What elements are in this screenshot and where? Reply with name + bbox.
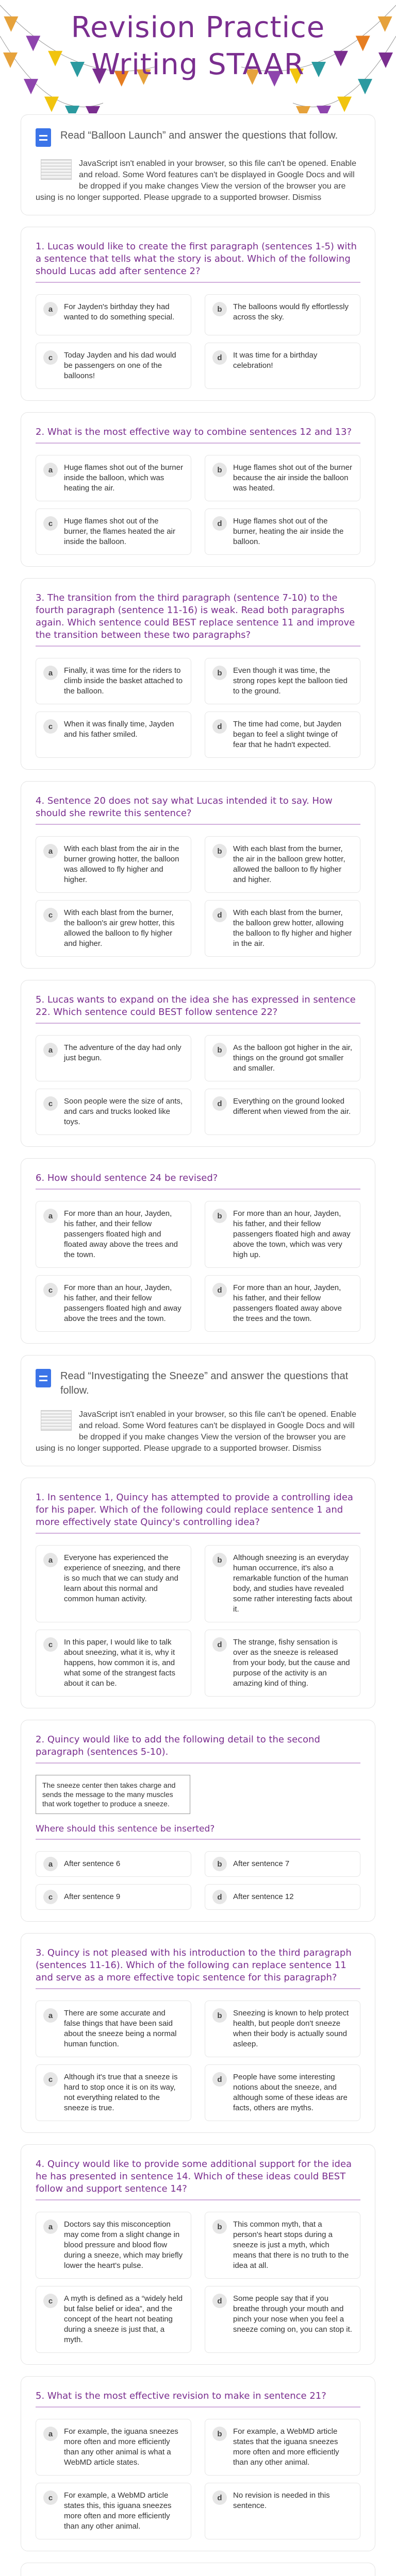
answer-option[interactable]	[36, 509, 191, 555]
page-title-line-2: Writing STAAR	[91, 48, 305, 81]
option-letter: d	[212, 516, 227, 531]
option-text: Some people say that if you breathe through your mouth and pinch your nose when you feel a sneeze coming on, you can stop it.	[233, 2294, 352, 2334]
answer-options	[36, 2212, 360, 2353]
answer-option[interactable]	[36, 2419, 191, 2476]
answer-options	[36, 2001, 360, 2121]
option-text: People have some interesting notions about the sneeze, and although some of these ideas are facts, others are myths.	[233, 2073, 348, 2112]
answer-option[interactable]	[205, 2483, 360, 2539]
option-text: For example, a WebMD article states that the iguana sneezes more often and more efficiently than any other animal.	[233, 2427, 339, 2467]
answer-option[interactable]	[36, 1201, 191, 1268]
answer-options	[36, 1545, 360, 1697]
option-text: The strange, fishy sensation is over as the sneeze is released from your body, but the cause and purpose of the activity is an amazing kind of thing.	[233, 1638, 350, 1688]
option-text: No revision is needed in this sentence.	[233, 2491, 330, 2510]
option-text: For more than an hour, Jayden, his father, and their fellow passengers floated high and away above the trees and the town.	[64, 1283, 182, 1323]
option-text: There are some accurate and false things that have been said about the sneeze being a normal human function.	[64, 2009, 177, 2048]
question-title: 1. In sentence 1, Quincy has attempted to provide a controlling idea for his paper. Which of the following could replace sentence 1 and more effectively state Quincy's controlling idea?	[36, 1492, 360, 1534]
option-letter: b	[212, 2219, 227, 2234]
answer-option[interactable]	[36, 1035, 191, 1081]
option-text: For more than an hour, Jayden, his father, and their fellow passengers floated away above the trees and the town.	[233, 1283, 342, 1323]
option-letter: b	[212, 1209, 227, 1223]
answer-option[interactable]	[205, 2001, 360, 2057]
question-subtitle: Where should this sentence be inserted?	[36, 1823, 360, 1840]
option-text: In this paper, I would like to talk about sneezing, what it is, why it happens, how common it is, and what some of the strangest facts about it can be.	[64, 1638, 175, 1688]
answer-option[interactable]	[36, 1275, 191, 1332]
answer-options	[36, 836, 360, 957]
option-letter: a	[43, 463, 58, 477]
option-text: The time had come, but Jayden began to feel a slight twinge of fear that he hadn't expected.	[233, 720, 342, 749]
passage-title: Read “Balloon Launch” and answer the questions that follow.	[60, 130, 338, 141]
broken-image-icon	[41, 159, 72, 180]
option-letter: b	[212, 844, 227, 858]
option-letter: a	[43, 2008, 58, 2023]
answer-options	[36, 294, 360, 389]
option-text: For example, the iguana sneezes more often and more efficiently than any other animal is what a WebMD article states.	[64, 2427, 178, 2467]
passage-embed-message: JavaScript isn't enabled in your browser, so this file can't be opened. Enable and reload. Some Word features can't be displayed in Google Docs and will be dropped if you make changes View the version of the browser you are using is no longer supported. Please upgrade to a supported browser. Dismiss	[36, 159, 356, 202]
answer-option[interactable]	[205, 658, 360, 704]
document-icon	[36, 128, 51, 147]
option-text: Everyone has experienced the experience of sneezing, and there is so much that we can study and learn about this normal and common human activity.	[64, 1553, 180, 1603]
option-text: Finally, it was time for the riders to climb inside the basket attached to the balloon.	[64, 666, 183, 696]
answer-option[interactable]	[36, 711, 191, 758]
option-letter: a	[43, 2219, 58, 2234]
question-card	[21, 578, 375, 770]
option-text: For more than an hour, Jayden, his father, and their fellow passengers floated high and floated away above the trees and the town.	[64, 1209, 178, 1259]
option-text: For Jayden's birthday they had wanted to do something special.	[64, 302, 175, 321]
passage-card-investigating-sneeze	[21, 1355, 375, 1466]
option-letter: c	[43, 1096, 58, 1111]
option-text: For more than an hour, Jayden, his father, and their fellow passengers floated high and away above the town, which was very high up.	[233, 1209, 351, 1259]
passage-embed-message: JavaScript isn't enabled in your browser, so this file can't be opened. Enable and reload. Some Word features can't be displayed in Google Docs and will be dropped if you make changes View the version of the browser you are using is no longer supported. Please upgrade to a supported browser. Dismiss	[36, 1410, 356, 1453]
option-letter: a	[43, 1857, 58, 1871]
answer-option[interactable]	[205, 711, 360, 758]
option-letter: d	[212, 350, 227, 365]
answer-option[interactable]	[205, 2286, 360, 2353]
option-text: Huge flames shot out of the burner inside the balloon, which was heating the air.	[64, 463, 183, 493]
option-text: The balloons would fly effortlessly across the sky.	[233, 302, 349, 321]
option-text: This common myth, that a person's heart stops during a sneeze is just a myth, which means that there is no truth to the idea at all.	[233, 2220, 349, 2270]
answer-option[interactable]	[36, 2001, 191, 2057]
option-text: For example, a WebMD article states this, this iguana sneezes more often and more efficiently than any other animal.	[64, 2491, 172, 2531]
question-title: 5. What is the most effective revision to make in sentence 21?	[36, 2390, 360, 2408]
option-text: The adventure of the day had only just begun.	[64, 1043, 182, 1062]
answer-option[interactable]	[205, 900, 360, 957]
option-text: When it was finally time, Jayden and his father smiled.	[64, 720, 174, 739]
question-group-sneeze-a	[21, 1478, 375, 1708]
option-letter: c	[43, 350, 58, 365]
answer-option[interactable]	[36, 1545, 191, 1622]
passage-title: Read “Investigating the Sneeze” and answer the questions that follow.	[60, 1370, 349, 1396]
option-letter: a	[43, 1043, 58, 1057]
page-title-line-1: Revision Practice	[71, 11, 325, 44]
option-text: Although it's true that a sneeze is hard to stop once it is on its way, not everything related to the sneeze is true.	[64, 2073, 178, 2112]
option-text: After sentence 6	[64, 1859, 121, 1868]
question-card	[21, 980, 375, 1147]
answer-option[interactable]	[36, 1851, 191, 1877]
option-text: Soon people were the size of ants, and cars and trucks looked like toys.	[64, 1097, 183, 1126]
option-letter: b	[212, 302, 227, 316]
passage-embed	[36, 1409, 360, 1454]
option-letter: a	[43, 1209, 58, 1223]
option-letter: d	[212, 908, 227, 922]
answer-option[interactable]	[205, 1630, 360, 1697]
option-letter: c	[43, 1637, 58, 1652]
option-letter: d	[212, 719, 227, 734]
question-title: 3. Quincy is not pleased with his introduction to the third paragraph (sentences 11-16). Which of the following can replace sentence 11 and serve as a more effective topic sentence for this paragraph?	[36, 1947, 360, 1989]
answer-option[interactable]	[205, 1275, 360, 1332]
bunting-flag	[86, 106, 100, 113]
page-header	[0, 9, 396, 83]
answer-option[interactable]	[36, 2483, 191, 2539]
answer-options	[36, 1201, 360, 1332]
question-card	[21, 412, 375, 567]
option-letter: c	[43, 516, 58, 531]
option-letter: d	[212, 2294, 227, 2308]
option-text: Everything on the ground looked different when viewed from the air.	[233, 1097, 351, 1116]
answer-option[interactable]	[205, 1545, 360, 1622]
answer-option[interactable]	[36, 900, 191, 957]
answer-option[interactable]	[205, 1884, 360, 1910]
question-group-sneeze-b	[21, 1933, 375, 2576]
option-text: With each blast from the air in the burner growing hotter, the balloon was allowed to fly higher and higher.	[64, 844, 179, 884]
answer-option[interactable]	[205, 1035, 360, 1081]
answer-option[interactable]	[36, 1630, 191, 1697]
answer-option[interactable]	[36, 294, 191, 335]
option-letter: a	[43, 666, 58, 680]
option-letter: b	[212, 1043, 227, 1057]
option-text: Sneezing is known to help protect health, but people don't sneeze when their body is actually sound asleep.	[233, 2009, 349, 2048]
option-letter: c	[43, 2490, 58, 2505]
option-letter: c	[43, 2294, 58, 2308]
bunting-flag	[337, 97, 352, 112]
option-letter: c	[43, 2072, 58, 2087]
option-letter: a	[43, 844, 58, 858]
question-title: 3. The transition from the third paragraph (sentence 7-10) to the fourth paragraph (sentence 11-16) is weak. Read both paragraphs again. Which sentence could BEST replace sentence 11 and improve the transition between these two paragraphs?	[36, 592, 360, 647]
option-text: Although sneezing is an everyday human occurrence, it's also a remarkable function of the human body, and studies have revealed some rather interesting facts about it.	[233, 1553, 352, 1614]
option-letter: d	[212, 2072, 227, 2087]
question-title: 6. How should sentence 24 be revised?	[36, 1172, 360, 1190]
question-title: 1. Lucas would like to create the first paragraph (sentences 1-5) with a sentence that tells what the story is about. Which of the following should Lucas add after sentence 2?	[36, 241, 360, 283]
option-letter: d	[212, 1283, 227, 1297]
answer-option[interactable]	[36, 1884, 191, 1910]
answer-option[interactable]	[36, 2212, 191, 2279]
question-title: 2. Quincy would like to add the following detail to the second paragraph (sentences 5-10).	[36, 1734, 360, 1764]
option-text: Today Jayden and his dad would be passengers on one of the balloons!	[64, 351, 176, 380]
passage-embed	[36, 158, 360, 204]
option-text: With each blast from the burner, the balloon grew hotter, allowing the balloon to fly higher and higher in the air.	[233, 908, 352, 948]
question-title: 5. Lucas wants to expand on the idea she has expressed in sentence 22. Which sentence could BEST follow sentence 22?	[36, 994, 360, 1024]
option-text: With each blast from the burner, the balloon's air grew hotter, this allowed the balloon to fly higher and higher.	[64, 908, 175, 948]
answer-option[interactable]	[36, 455, 191, 501]
answer-option[interactable]	[36, 2286, 191, 2353]
option-text: It was time for a birthday celebration!	[233, 351, 318, 370]
question-group-balloon	[21, 227, 375, 1344]
option-letter: d	[212, 2490, 227, 2505]
quoted-sentence: The sneeze center then takes charge and sends the message to the many muscles that work together to produce a sneeze.	[36, 1775, 190, 1814]
option-text: Even though it was time, the strong ropes kept the balloon tied to the ground.	[233, 666, 348, 696]
answer-option[interactable]	[205, 836, 360, 893]
bunting-flag	[65, 106, 79, 113]
option-letter: b	[212, 2427, 227, 2441]
answer-option[interactable]	[205, 1851, 360, 1877]
broken-image-icon	[41, 1410, 72, 1431]
answer-options	[36, 455, 360, 555]
question-title: 4. Quincy would like to provide some additional support for the idea he has presented in sentence 14. Which of these ideas could BEST follow and support sentence 14?	[36, 2158, 360, 2200]
question-card	[21, 227, 375, 401]
question-card	[21, 2563, 375, 2576]
option-letter: d	[212, 1637, 227, 1652]
option-text: Doctors say this misconception may come from a slight change in blood pressure and blood flow during a sneeze, which may briefly lower the heart's pulse.	[64, 2220, 183, 2270]
document-icon	[36, 1369, 51, 1387]
answer-option[interactable]	[205, 2212, 360, 2279]
answer-option[interactable]	[205, 1089, 360, 1135]
passage-card-balloon-launch	[21, 114, 375, 215]
answer-option[interactable]	[205, 343, 360, 389]
option-letter: c	[43, 719, 58, 734]
option-text: With each blast from the burner, the air in the balloon grew hotter, allowed the balloon to fly higher and higher.	[233, 844, 345, 884]
answer-option[interactable]	[205, 294, 360, 335]
answer-option[interactable]	[36, 343, 191, 389]
option-text: Huge flames shot out of the burner because the air inside the balloon was heated.	[233, 463, 352, 493]
answer-option[interactable]	[36, 2064, 191, 2121]
form-content	[21, 114, 375, 2576]
option-text: Huge flames shot out of the burner, heating the air inside the balloon.	[233, 517, 344, 546]
option-text: After sentence 12	[233, 1892, 294, 1901]
option-letter: d	[212, 1096, 227, 1111]
answer-option[interactable]	[205, 509, 360, 555]
answer-option[interactable]	[36, 1089, 191, 1135]
answer-option[interactable]	[36, 658, 191, 704]
option-text: A myth is defined as a “widely held but false belief or idea”, and the concept of the heart not beating during a sneeze is just that, a myth.	[64, 2294, 183, 2344]
option-text: After sentence 9	[64, 1892, 121, 1901]
option-letter: c	[43, 1890, 58, 1904]
question-card	[21, 1933, 375, 2133]
answer-option[interactable]	[205, 455, 360, 501]
bunting-flag	[44, 97, 59, 112]
bunting-flag	[296, 106, 310, 113]
option-letter: b	[212, 1857, 227, 1871]
bunting-flag	[317, 106, 331, 113]
answer-option[interactable]	[205, 2064, 360, 2121]
answer-options	[36, 2419, 360, 2539]
option-letter: b	[212, 463, 227, 477]
question-card	[21, 2144, 375, 2365]
option-text: Huge flames shot out of the burner, the flames heated the air inside the balloon.	[64, 517, 175, 546]
question-card	[21, 1478, 375, 1708]
option-letter: b	[212, 666, 227, 680]
option-letter: b	[212, 1553, 227, 1567]
answer-options	[36, 1035, 360, 1135]
option-text: As the balloon got higher in the air, things on the ground got smaller and smaller.	[233, 1043, 352, 1073]
question-card	[21, 781, 375, 969]
question-card	[21, 1720, 375, 1922]
answer-options	[36, 1851, 360, 1910]
answer-options	[36, 658, 360, 758]
answer-option[interactable]	[36, 836, 191, 893]
answer-option[interactable]	[205, 1201, 360, 1268]
option-letter: a	[43, 2427, 58, 2441]
option-letter: a	[43, 1553, 58, 1567]
question-title: 4. Sentence 20 does not say what Lucas intended it to say. How should she rewrite this sentence?	[36, 795, 360, 825]
answer-option[interactable]	[205, 2419, 360, 2476]
option-letter: a	[43, 302, 58, 316]
option-text: After sentence 7	[233, 1859, 290, 1868]
question-title: 2. What is the most effective way to combine sentences 12 and 13?	[36, 426, 360, 444]
question-card	[21, 2376, 375, 2551]
question-card	[21, 1158, 375, 1344]
option-letter: b	[212, 2008, 227, 2023]
option-letter: c	[43, 1283, 58, 1297]
option-letter: c	[43, 908, 58, 922]
option-letter: d	[212, 1890, 227, 1904]
